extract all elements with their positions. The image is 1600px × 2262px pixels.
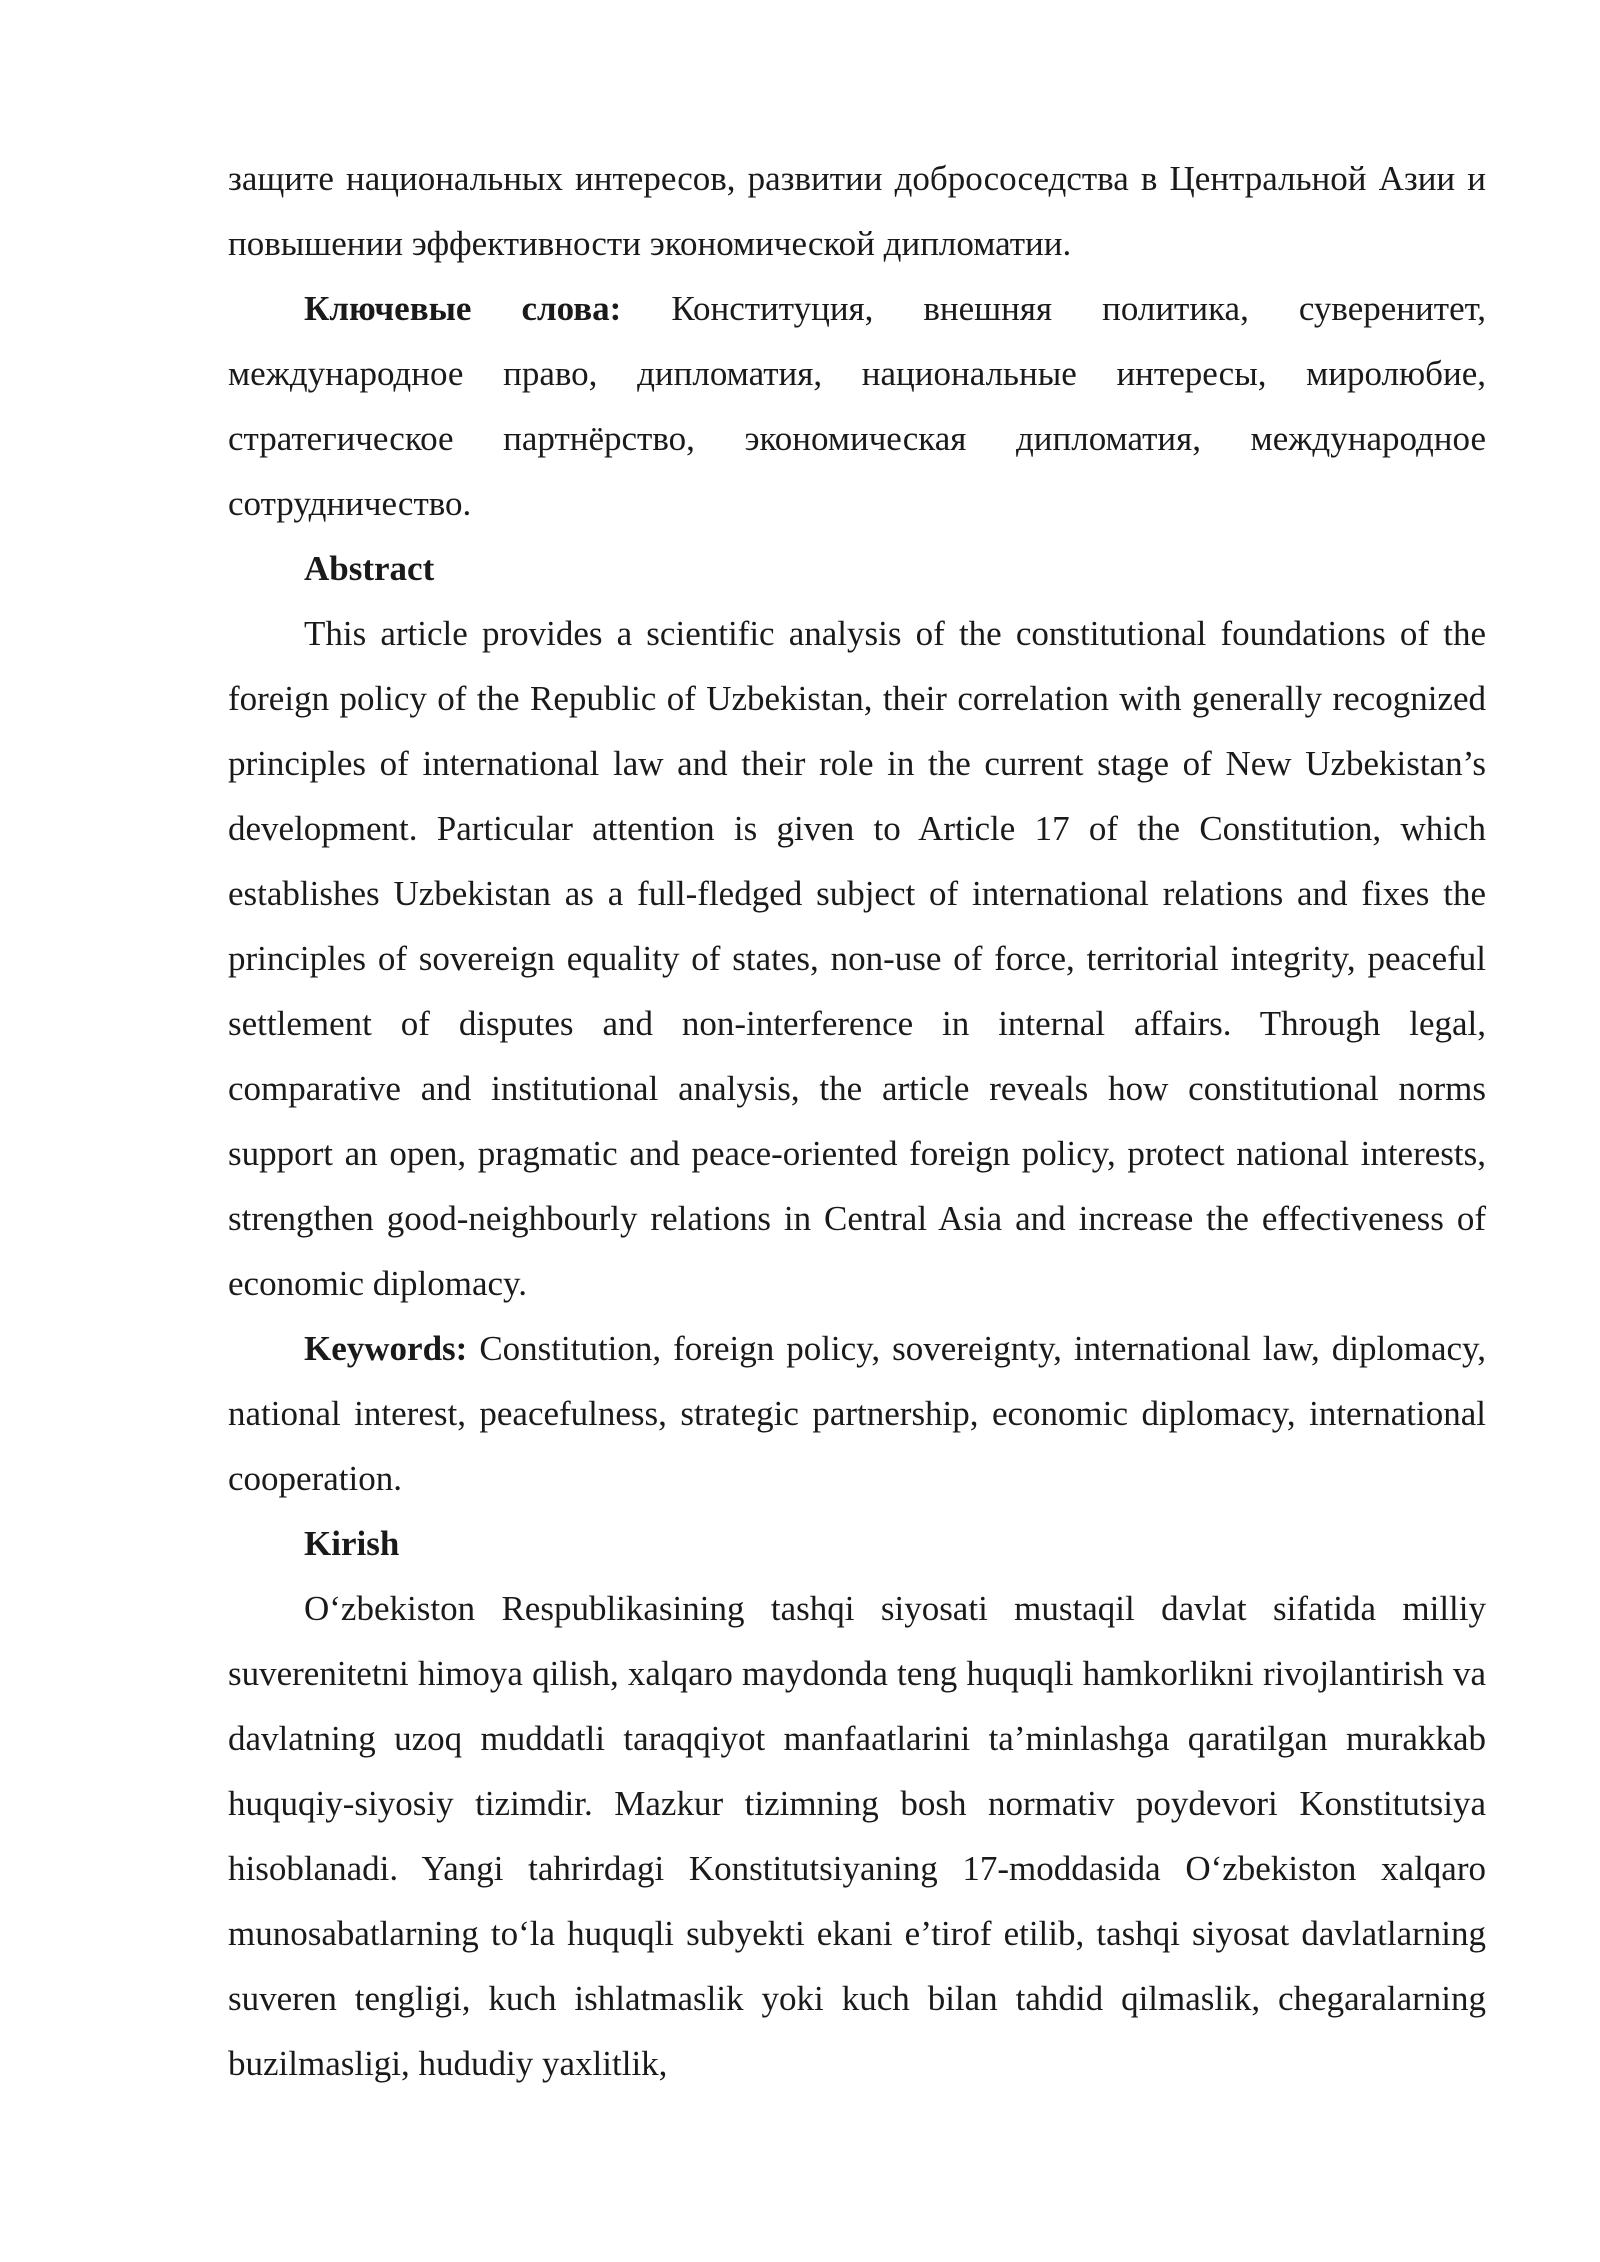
abstract-heading: Abstract	[304, 549, 435, 588]
en-keywords-text: Constitution, foreign policy, sovereignty, international law, diplomacy, national interest, peacefulness, strategic partnership, economic diplomacy, international cooperation.	[228, 1329, 1487, 1498]
ru-keywords-label: Ключевые слова:	[304, 289, 622, 328]
abstract-paragraph: This article provides a scientific analysis of the constitutional foundations of the foreign policy of the Republic of Uzbekistan, their correlation with generally recognized principles of international law and their role in the current stage of New Uzbekistan’s development. Particular attention is given to Article 17 of the Constitution, which establishes Uzbekistan as a full-fledged subject of international relations and fixes the principles of sovereign equality of states, non-use of force, territorial integrity, peaceful settlement of disputes and non-interference in internal affairs. Through legal, comparative and institutional analysis, the article reveals how constitutional norms support an open, pragmatic and peace-oriented foreign policy, protect national interests, strengthen good-neighbourly relations in Central Asia and increase the effectiveness of economic diplomacy.	[228, 614, 1486, 1303]
ru-keywords-text: Конституция, внешняя политика, суверенитет, международное право, дипломатия, национальные интересы, миролюбие, стратегическое партнёрство, экономическая дипломатия, международное сотрудничество.	[228, 289, 1487, 523]
en-keywords-label: Keywords:	[304, 1329, 468, 1368]
ru-keywords-paragraph	[228, 276, 1486, 536]
document-page	[228, 146, 1486, 2096]
kirish-heading: Kirish	[304, 1524, 400, 1563]
en-keywords-paragraph	[228, 1316, 1486, 1511]
kirish-paragraph: O‘zbekiston Respublikasining tashqi siyosati mustaqil davlat sifatida milliy suverenitetni himoya qilish, xalqaro maydonda teng huquqli hamkorlikni rivojlantirish va davlatning uzoq muddatli taraqqiyot manfaatlarini ta’minlashga qaratilgan murakkab huquqiy-siyosiy tizimdir. Mazkur tizimning bosh normativ poydevori Konstitutsiya hisoblanadi. Yangi tahrirdagi Konstitutsiyaning 17-moddasida O‘zbekiston xalqaro munosabatlarning to‘la huquqli subyekti ekani e’tirof etilib, tashqi siyosat davlatlarning suveren tengligi, kuch ishlatmaslik yoki kuch bilan tahdid qilmaslik, chegaralarning buzilmasligi, hududiy yaxlitlik,	[228, 1589, 1486, 2083]
intro-continuation-paragraph: защите национальных интересов, развитии добрососедства в Центральной Азии и повышении эффективности экономической дипломатии.	[228, 159, 1486, 263]
